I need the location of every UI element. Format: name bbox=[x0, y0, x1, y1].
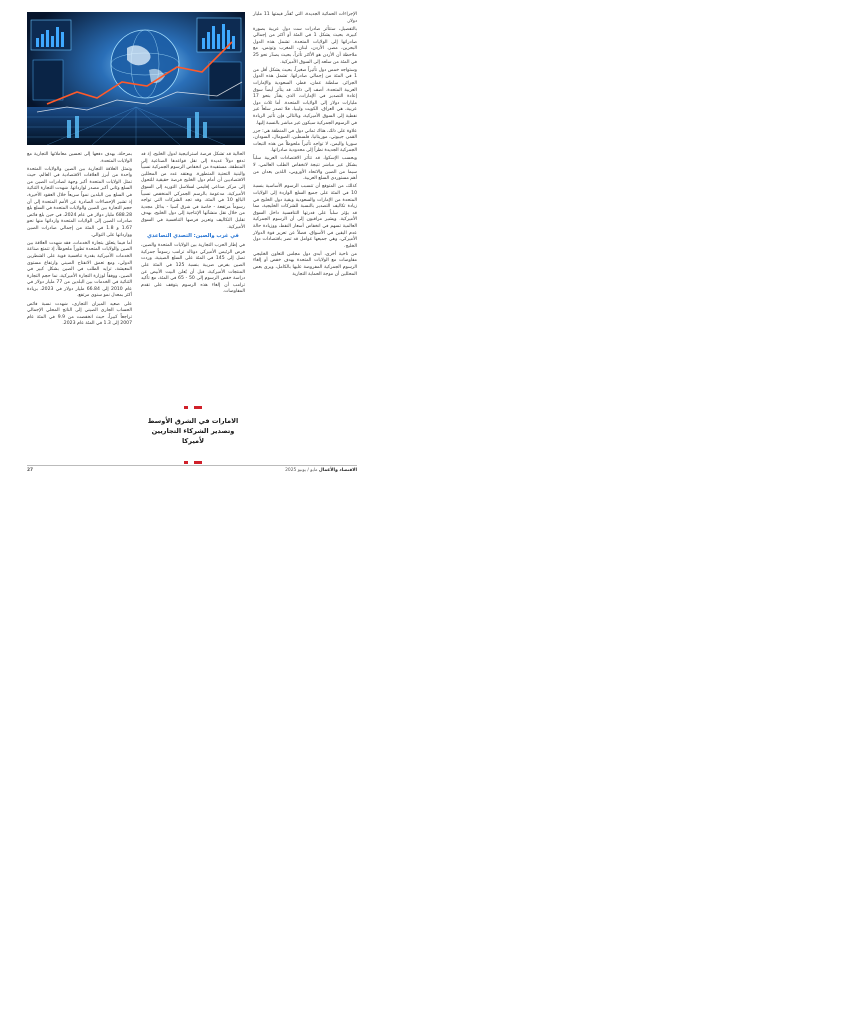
paragraph: الإجراءات الحمائية الجديدة، التي تُقدَّر قيمتها 11 مليار دولار. bbox=[253, 12, 357, 24]
quote-marker-top bbox=[141, 394, 245, 413]
paragraph: كذلك، من المتوقع أن تتسبب الرسوم الأساسية بنسبة 10 في المئة على جميع السلع الواردة إلى الولايات المتحدة من الإمارات والسعودية وبقية دول الخليج في زيادة تكاليف التصدير بالنسبة للشركات الخليجية، مما قد يؤثر سلباً على قدرتها التنافسية داخل السوق الأميركية. ويشير مراقبون إلى أن الرسوم الجمركية العالمية تسهم في انخفاض أسعار النفط، ووزيادة حالة عدم اليقين في الأسواق، فضلاً عن تعزيز قوة الدولار الأميركي، وهي جميعها عوامل قد تضر باقتصادات دول الخليج. bbox=[253, 184, 357, 249]
magazine-credit bbox=[285, 468, 357, 473]
article-column-right bbox=[253, 12, 357, 280]
paragraph: من ناحية أخرى، أبدى دول مجلس التعاون الخليجي مفاوضات مع الولايات المتحدة بهدف خفض أو إلغاء الرسوم الجمركية المفروضة عليها بالكامل، ويرى بعض المحللين أن موجة الحماية التجارية bbox=[253, 251, 357, 277]
paragraph: علاوة على ذلك، هناك ثماني دول في المنطقة هي: جزر القمر، جيبوتي، موريتانيا، فلسطين، الصومال، السودان، سوريا واليمن، لا تواجه تأثيراً ملحوظاً من هذه التبعات الجمركية الجديدة نظراً إلى محدودية صادراتها. bbox=[253, 128, 357, 154]
paragraph: على صعيد الميزان التجاري، شهدت نسبة فائض الحساب الجاري الصيني إلى الناتج المحلي الإجمالي تراجعاً كبيراً، حيث انخفضت من 9.9 في المئة عام 2007 إلى 1.3 في المئة عام 2023. bbox=[27, 301, 132, 327]
red-bar bbox=[194, 406, 202, 409]
page-number: 27 bbox=[27, 468, 34, 473]
paragraph: بمرحلة، بهدف دفعها إلى تحسين معاملاتها التجارية مع الولايات المتحدة. bbox=[27, 152, 132, 164]
section-subheading: في غرب والصين: التصدي التصاعدي bbox=[147, 233, 239, 240]
hero-image bbox=[27, 12, 245, 145]
paragraph: وستواجه خمس دول تأثيراً صغيراً، بحيث يشكل أقل من 1 في المئة من إجمالي صادراتها. تشمل هذه الدول الجزائر، سلطنة عمان، قطر، السعودية والإمارات العربية المتحدة. أضف إلى ذلك، قد يتأثر أيضاً سوق إعادة التصدير في الإمارات، الذي يقدَّر بنحو 17 مليارات دولار إلى الولايات المتحدة. أما ثلاث دول عربية، هي العراق، الكويت وليبيا، فلا تصدر سلعاً غير نفطية إلى السوق الأميركية، وبالتالي فإن تأثير الزيادة في الرسوم الجمركية سيكون غير مباشر بالنسبة إليها. bbox=[253, 67, 357, 126]
paragraph: في إطار الحرب التجارية بين الولايات المتحدة والصين، فرض الرئيس الأميركي دونالد ترامب رسوماً جمركية تصل إلى 145 في المئة على السلع الصينية، وردت الصين بفرض ضريبة بنسبة 125 في المئة على المنتجات الأميركية، قبل أن يُعلن البيت الأبيض عن دراسة خفض الرسوم إلى 50 - 65 في المئة، مع تأكيد ترامب أن إلغاء هذه الرسوم يتوقف على تقدم المفاوضات. bbox=[141, 243, 245, 295]
issue-date: مايو / يونيو 2025 bbox=[285, 468, 318, 473]
paragraph: أما فيما يتعلق بتجارة الخدمات، فقد شهدت العلاقة بين الصين والولايات المتحدة تطوراً ملحوظاً، إذ تتمتع صناعة الخدمات الأميركية بقدرة تنافسية قوية على الشطرين الدولي، ومع تعمق الانفتاح الصيني وارتفاع مستوى المعيشة، تزايد الطلب في الصين بشكل كبير في الصين، ووفقاً لوزارة التجارة الأميركية، نما حجم التجارة الثنائية في الخدمات بين البلدين من 77 مليار دولار في عام 2010 إلى 66.84 مليار دولار في 2023، بزيادة أكثر بمعدل نمو سنوي مرتفع. bbox=[27, 240, 133, 299]
article-column-middle bbox=[141, 152, 245, 297]
paragraph: وتمثل العلاقة التجارية بين الصين والولايات المتحدة واحدة من أبرز العلاقات الاقتصادية في العالم، حيث تمثل الولايات المتحدة أكبر وجهة لصادرات الصين من السلع وثاني أكبر مصدر لوارداتها. شهدت التجارة الثنائية في السلع بين البلدين نمواً سريعاً خلال العقود الأخيرة، إذ تشير الإحصاءات الصادرة عن الأمم المتحدة إلى أن حجم التجارة بين الصين والولايات المتحدة في السلع بلغ 688.28 مليار دولار في عام 2024، في حين بلغ فائض صادرات الصين إلى الولايات المتحدة وارداتها منها نحو 1.67 و 1.8 في المئة من إجمالي صادرات الصين ووارداتها على التوالي. bbox=[27, 166, 132, 238]
red-bar bbox=[194, 461, 202, 464]
paragraph: بالتفصيل، ستتأثر صادرات ست دول عربية بصورة كبيرة، بحيث يشكل 1 في المئة أو أكثر من إجمالي صادراتها إلى الولايات المتحدة. تشمل هذه الدول البحرين، مصر، الأردن، لبنان، المغرب وتونس، مع ملاحظة أن الأردن هو الأكثر تأثراً، بحيث يصدّر نحو 25 في المئة من سلعه إلى السوق الأميركية. bbox=[253, 26, 357, 65]
magazine-name: الاقتصاد والأعمال bbox=[318, 468, 357, 473]
page-footer bbox=[27, 465, 357, 475]
paragraph: الحالية قد تشكل فرصة استراتيجية لدول الخليج، إذ قد تدفع دولاً عديدة إلى نقل قواعدها الصناعية إلى المنطقة، مستفيدة من انخفاض الرسوم الجمركية نسبياً والبنية التحتية المتطورة. ويعتقد عدد من المحللين الاقتصاديين أن أمام دول الخليج فرصة حقيقية للتحول إلى مركز صناعي إقليمي لسلاسل التوريد إلى السوق الأميركية، مدعومة بالرسم الجمركي المنخفض نسبياً البالغ 10 في المئة، وقد تجد الشركات التي تواجه رسوماً مرتفعة - خاصة في شرق آسيا - بدائل مجدية من خلال نقل منشآتها الإنتاجية إلى دول الخليج، بهدف تقليل التكاليف وتعزيز فرصها التنافسية في السوق الأميركية. bbox=[141, 152, 245, 230]
hero-illustration bbox=[27, 12, 245, 145]
pull-quote bbox=[141, 394, 245, 446]
pull-quote-text: الامارات في الشرق الأوسط وتصدير الشركاء التجاريين لأميركا bbox=[147, 417, 239, 445]
article-column-left bbox=[27, 152, 132, 329]
red-bar bbox=[184, 461, 188, 464]
paragraph: وبحسب الإسكوا، قد تتأثر الاقتصادات العربية سلباً بشكل غير مباشر نتيجة لانخفاض الطلب العالمي، لا سيما من الصين والاتحاد الأوروبي، اللذين يعدان من أهم مستوردي السلع العربية. bbox=[253, 156, 357, 182]
red-bar bbox=[184, 406, 188, 409]
